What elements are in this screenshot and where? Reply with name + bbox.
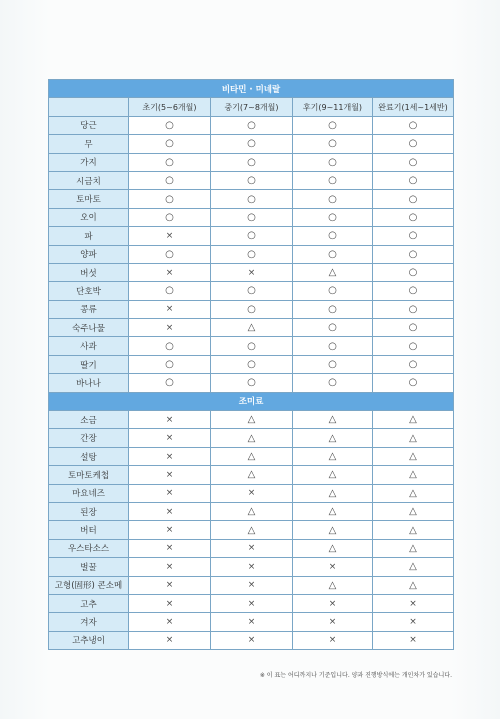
food-name: 딸기 <box>49 355 129 373</box>
suitability-mark: ○ <box>211 374 293 392</box>
suitability-mark: ○ <box>373 227 454 245</box>
suitability-mark: × <box>129 576 211 594</box>
suitability-mark: × <box>211 558 293 576</box>
food-name: 토마토케첩 <box>49 466 129 484</box>
suitability-mark: × <box>293 613 373 631</box>
table-row <box>49 263 454 281</box>
suitability-mark: ○ <box>129 153 211 171</box>
seasoning-section-title: 조미료 <box>49 392 454 410</box>
suitability-mark: △ <box>373 429 454 447</box>
footnote: ※ 이 표는 어디까지나 기준입니다. 양과 진행방식에는 개인차가 있습니다. <box>259 672 452 679</box>
table-row <box>49 374 454 392</box>
suitability-mark: △ <box>373 539 454 557</box>
suitability-mark: ○ <box>373 171 454 189</box>
suitability-mark: △ <box>373 502 454 520</box>
suitability-mark: △ <box>293 502 373 520</box>
table-row <box>49 411 454 429</box>
suitability-mark: × <box>373 594 454 612</box>
table-row <box>49 558 454 576</box>
food-name: 바나나 <box>49 374 129 392</box>
suitability-mark: △ <box>293 539 373 557</box>
suitability-mark: ○ <box>211 190 293 208</box>
suitability-mark: ○ <box>211 245 293 263</box>
table-row <box>49 466 454 484</box>
suitability-mark: ○ <box>293 135 373 153</box>
suitability-mark: ○ <box>211 227 293 245</box>
suitability-mark: ○ <box>373 190 454 208</box>
suitability-mark: ○ <box>293 245 373 263</box>
suitability-mark: △ <box>211 447 293 465</box>
table-row <box>49 116 454 134</box>
suitability-mark: ○ <box>211 355 293 373</box>
suitability-mark: × <box>211 594 293 612</box>
table-row <box>49 208 454 226</box>
suitability-mark: △ <box>293 576 373 594</box>
suitability-mark: △ <box>211 466 293 484</box>
suitability-mark: × <box>211 263 293 281</box>
food-name: 무 <box>49 135 129 153</box>
food-name: 겨자 <box>49 613 129 631</box>
food-name: 고형(固形) 콘소메 <box>49 576 129 594</box>
suitability-mark: ○ <box>293 337 373 355</box>
food-suitability-table <box>48 79 454 650</box>
suitability-mark: ○ <box>293 190 373 208</box>
stage-complete-header: 완료기(1세~1세반) <box>373 98 454 116</box>
suitability-mark: × <box>129 227 211 245</box>
suitability-mark: ○ <box>129 208 211 226</box>
food-name: 단호박 <box>49 282 129 300</box>
suitability-mark: ○ <box>373 135 454 153</box>
food-name: 토마토 <box>49 190 129 208</box>
suitability-mark: ○ <box>373 153 454 171</box>
suitability-mark: ○ <box>293 355 373 373</box>
suitability-mark: ○ <box>211 116 293 134</box>
table-row <box>49 539 454 557</box>
suitability-mark: ○ <box>211 300 293 318</box>
table-row <box>49 484 454 502</box>
suitability-mark: × <box>129 484 211 502</box>
food-name: 양파 <box>49 245 129 263</box>
table-row <box>49 135 454 153</box>
suitability-mark: ○ <box>373 282 454 300</box>
suitability-mark: ○ <box>293 282 373 300</box>
suitability-mark: × <box>293 631 373 649</box>
suitability-mark: × <box>373 613 454 631</box>
suitability-mark: × <box>129 502 211 520</box>
vitamin-rows <box>49 116 454 392</box>
table-row <box>49 245 454 263</box>
suitability-mark: ○ <box>211 135 293 153</box>
stage-middle-header: 중기(7~8개월) <box>211 98 293 116</box>
suitability-mark: × <box>129 594 211 612</box>
food-name: 간장 <box>49 429 129 447</box>
suitability-mark: ○ <box>129 282 211 300</box>
food-name: 버터 <box>49 521 129 539</box>
suitability-mark: ○ <box>129 190 211 208</box>
suitability-mark: ○ <box>373 116 454 134</box>
table-row <box>49 319 454 337</box>
food-name: 고추냉이 <box>49 631 129 649</box>
suitability-mark: × <box>211 631 293 649</box>
suitability-mark: ○ <box>129 135 211 153</box>
suitability-mark: △ <box>293 484 373 502</box>
table-row <box>49 576 454 594</box>
vitamin-section-header <box>49 80 454 98</box>
table-row <box>49 153 454 171</box>
food-name: 된장 <box>49 502 129 520</box>
suitability-mark: △ <box>211 429 293 447</box>
suitability-mark: △ <box>293 466 373 484</box>
food-name: 가지 <box>49 153 129 171</box>
suitability-mark: ○ <box>293 171 373 189</box>
suitability-mark: × <box>129 558 211 576</box>
food-name: 버섯 <box>49 263 129 281</box>
suitability-mark: △ <box>211 411 293 429</box>
suitability-mark: △ <box>211 521 293 539</box>
stage-early-header: 초기(5~6개월) <box>129 98 211 116</box>
suitability-mark: △ <box>373 411 454 429</box>
table-row <box>49 429 454 447</box>
table-row <box>49 631 454 649</box>
suitability-mark: × <box>129 466 211 484</box>
suitability-mark: ○ <box>293 116 373 134</box>
suitability-mark: × <box>293 558 373 576</box>
suitability-mark: × <box>211 539 293 557</box>
table-row <box>49 613 454 631</box>
table-row <box>49 594 454 612</box>
suitability-mark: × <box>129 429 211 447</box>
table-row <box>49 300 454 318</box>
suitability-mark: △ <box>373 466 454 484</box>
corner-cell <box>49 98 129 116</box>
suitability-mark: △ <box>293 411 373 429</box>
food-name: 벌꿀 <box>49 558 129 576</box>
food-name: 마요네즈 <box>49 484 129 502</box>
suitability-mark: ○ <box>373 245 454 263</box>
suitability-mark: ○ <box>129 171 211 189</box>
suitability-mark: ○ <box>211 282 293 300</box>
suitability-mark: × <box>129 447 211 465</box>
table-row <box>49 521 454 539</box>
suitability-mark: ○ <box>373 208 454 226</box>
suitability-mark: ○ <box>293 208 373 226</box>
suitability-mark: × <box>129 411 211 429</box>
stage-late-header: 후기(9~11개월) <box>293 98 373 116</box>
table-row <box>49 337 454 355</box>
suitability-mark: × <box>129 521 211 539</box>
table-row <box>49 447 454 465</box>
suitability-mark: ○ <box>373 300 454 318</box>
table-row <box>49 282 454 300</box>
food-name: 사과 <box>49 337 129 355</box>
suitability-mark: × <box>373 631 454 649</box>
seasoning-rows <box>49 411 454 650</box>
suitability-mark: ○ <box>293 153 373 171</box>
suitability-mark: △ <box>373 558 454 576</box>
suitability-mark: ○ <box>373 374 454 392</box>
suitability-mark: ○ <box>211 208 293 226</box>
suitability-mark: △ <box>373 521 454 539</box>
suitability-mark: × <box>129 263 211 281</box>
suitability-mark: ○ <box>211 337 293 355</box>
suitability-mark: × <box>293 594 373 612</box>
suitability-mark: ○ <box>373 355 454 373</box>
suitability-mark: × <box>129 631 211 649</box>
suitability-mark: ○ <box>293 300 373 318</box>
food-name: 고추 <box>49 594 129 612</box>
table-row <box>49 355 454 373</box>
suitability-mark: △ <box>293 263 373 281</box>
suitability-mark: ○ <box>373 319 454 337</box>
table-row <box>49 190 454 208</box>
food-name: 숙주나물 <box>49 319 129 337</box>
food-name: 소금 <box>49 411 129 429</box>
suitability-mark: × <box>211 613 293 631</box>
table-row <box>49 227 454 245</box>
suitability-mark: ○ <box>211 153 293 171</box>
food-name: 파 <box>49 227 129 245</box>
suitability-mark: △ <box>293 521 373 539</box>
suitability-mark: ○ <box>293 227 373 245</box>
food-name: 오이 <box>49 208 129 226</box>
suitability-mark: ○ <box>293 374 373 392</box>
suitability-mark: ○ <box>129 245 211 263</box>
suitability-mark: ○ <box>293 319 373 337</box>
vitamin-section-title: 비타민 · 미네랄 <box>49 80 454 98</box>
suitability-mark: ○ <box>129 337 211 355</box>
suitability-mark: △ <box>211 502 293 520</box>
suitability-mark: ○ <box>129 374 211 392</box>
suitability-mark: × <box>129 300 211 318</box>
suitability-mark: △ <box>211 319 293 337</box>
suitability-mark: ○ <box>373 263 454 281</box>
suitability-mark: △ <box>293 447 373 465</box>
food-name: 콩류 <box>49 300 129 318</box>
table-row <box>49 171 454 189</box>
suitability-mark: ○ <box>129 355 211 373</box>
suitability-mark: × <box>129 539 211 557</box>
suitability-mark: △ <box>373 576 454 594</box>
stage-header-row <box>49 98 454 116</box>
suitability-mark: ○ <box>373 337 454 355</box>
suitability-mark: × <box>211 484 293 502</box>
food-name: 우스타소스 <box>49 539 129 557</box>
suitability-mark: △ <box>373 484 454 502</box>
suitability-mark: × <box>129 613 211 631</box>
suitability-mark: △ <box>293 429 373 447</box>
table-row <box>49 502 454 520</box>
suitability-mark: × <box>129 319 211 337</box>
food-name: 당근 <box>49 116 129 134</box>
suitability-mark: × <box>211 576 293 594</box>
suitability-mark: ○ <box>129 116 211 134</box>
suitability-mark: △ <box>373 447 454 465</box>
suitability-mark: ○ <box>211 171 293 189</box>
food-name: 시금치 <box>49 171 129 189</box>
seasoning-section-header <box>49 392 454 410</box>
food-name: 설탕 <box>49 447 129 465</box>
